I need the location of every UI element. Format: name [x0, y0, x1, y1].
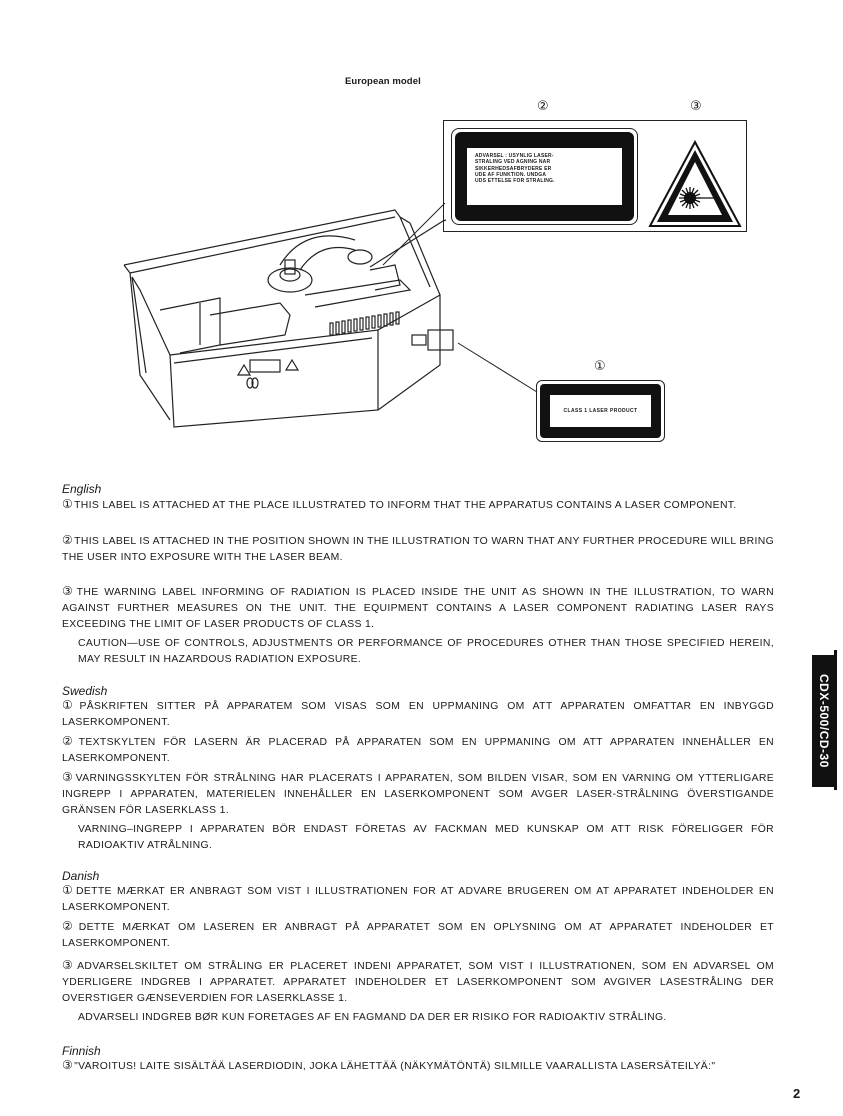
danish-item-1: ①DETTE MÆRKAT ER ANBRAGT SOM VIST I ILLUSTRATIONEN FOR AT ADVARE BRUGEREN OM AT APPARATET INDEHOLDER EN LASERKOMPONENT. [62, 883, 775, 913]
english-item-2: ②THIS LABEL IS ATTACHED IN THE POSITION SHOWN IN THE ILLUSTRATION TO WARN THAT ANY FURTHER PROCEDURE WILL BRING THE USER INTO EXPOSURE WITH THE LASER BEAM. [62, 533, 775, 563]
callout-2: ② [537, 99, 549, 114]
callout-3: ③ [690, 99, 702, 114]
class-1-label-text: CLASS 1 LASER PRODUCT [550, 395, 651, 427]
danish-item-2: ②DETTE MÆRKAT OM LASEREN ER ANBRAGT PÅ APPARATET SOM EN OPLYSNING OM AT APPARATET INDEHOLDER ET LASERKOMPONENT. [62, 919, 774, 949]
warning-label-2-text: ADVARSEL : USYNLIG LASER- STRALING VED AGNING NAR SIKKERHEDSAFBRYDERE ER UDE AF FUNKTION. UNDGA UDS ETTELSE FOR STRALING. [467, 148, 622, 205]
section-heading-english: English [62, 482, 102, 496]
cd-player-illustration [110, 195, 530, 435]
finnish-item-3: ③"VAROITUS! LAITE SISÄLTÄÄ LASERDIODIN, JOKA LÄHETTÄÄ (NÄKYMÄTÖNTÄ) SILMILLE VAARALLISTA LASERSÄTEILYÄ:" [62, 1058, 716, 1072]
danish-item-3: ③ADVARSELSKILTET OM STRÅLING ER PLACERET INDENI APPARATET, SOM VIST I ILLUSTRATIONEN, SOM EN ADVARSEL OM YDERLIGERE INDGREB I APPARATET. APPARATET INDEHOLDER ET LASERKOMPONENT SOM AVGIVER LASESTRÅLING DER OVERSTIGER GÆNSEVERDIEN FOR LASERKLASSE 1. [62, 958, 775, 1004]
section-heading-finnish: Finnish [62, 1044, 101, 1058]
swedish-item-2: ②TEXTSKYLTEN FÖR LASERN ÄR PLACERAD PÅ APPARATEN SOM EN UPPMANING OM ATT APPARATEN INNEHÅLLER EN LASERKOMPONENT. [62, 734, 774, 764]
page-number: 2 [793, 1086, 801, 1101]
model-side-tab [812, 655, 836, 787]
class-1-label [536, 380, 665, 442]
section-heading-swedish: Swedish [62, 684, 108, 698]
laser-warning-triangle-icon [648, 140, 742, 228]
english-item-3: ③THE WARNING LABEL INFORMING OF RADIATION IS PLACED INSIDE THE UNIT AS SHOWN IN THE ILLUSTRATION, TO WARN AGAINST FURTHER MEASURES ON THE UNIT. THE EQUIPMENT CONTAINS A LASER COMPONENT RADIATING LASER RAYS EXCEEDING THE LIMIT OF LASER PRODUCTS OF CLASS 1. [62, 584, 775, 630]
english-caution: CAUTION—USE OF CONTROLS, ADJUSTMENTS OR PERFORMANCE OF PROCEDURES OTHER THAN THOSE SPECIFIED HEREIN, MAY RESULT IN HAZARDOUS RADIATION EXPOSURE. [78, 638, 774, 665]
section-heading-danish: Danish [62, 869, 100, 883]
danish-caution: ADVARSELI INDGREB BØR KUN FORETAGES AF EN FAGMAND DA DER ER RISIKO FOR RADIOAKTIV STRÅLING. [78, 1012, 667, 1023]
swedish-item-1: ①PÅSKRIFTEN SITTER PÅ APPARATEM SOM VISAS SOM EN UPPMANING OM ATT APPARATEN OMFATTAR EN INBYGGD LASERKOMPONENT. [62, 698, 775, 728]
label-leader-line-1 [455, 340, 540, 395]
label-leader-line-2 [380, 200, 450, 270]
model-side-tab-text: CDX-500/CD-30 [817, 674, 831, 768]
figure-title: European model [345, 76, 421, 87]
swedish-caution: VARNING–INGREPP I APPARATEN BÖR ENDAST FÖRETAS AV FACKMAN MED KUNSKAP OM ATT RISK FÖRELIGGER FÖR RADIOAKTIV ATRÅLNING. [78, 824, 774, 851]
swedish-item-3: ③VARNINGSSKYLTEN FÖR STRÅLNING HAR PLACERATS I APPARATEN, SOM BILDEN VISAR, SOM EN VARNING OM YTTERLIGARE INGREPP I APPARATEN, MATERIELEN INNEHÅLLER EN LASERKOMPONENT SOM AVGER LASER-STRÅLNING ÖVERSTIGANDE GRÄNSEN FÖR LASERKLASS 1. [62, 770, 774, 816]
callout-1: ① [594, 359, 606, 374]
english-item-1: ①THIS LABEL IS ATTACHED AT THE PLACE ILLUSTRATED TO INFORM THAT THE APPARATUS CONTAINS A LASER COMPONENT. [62, 497, 737, 511]
